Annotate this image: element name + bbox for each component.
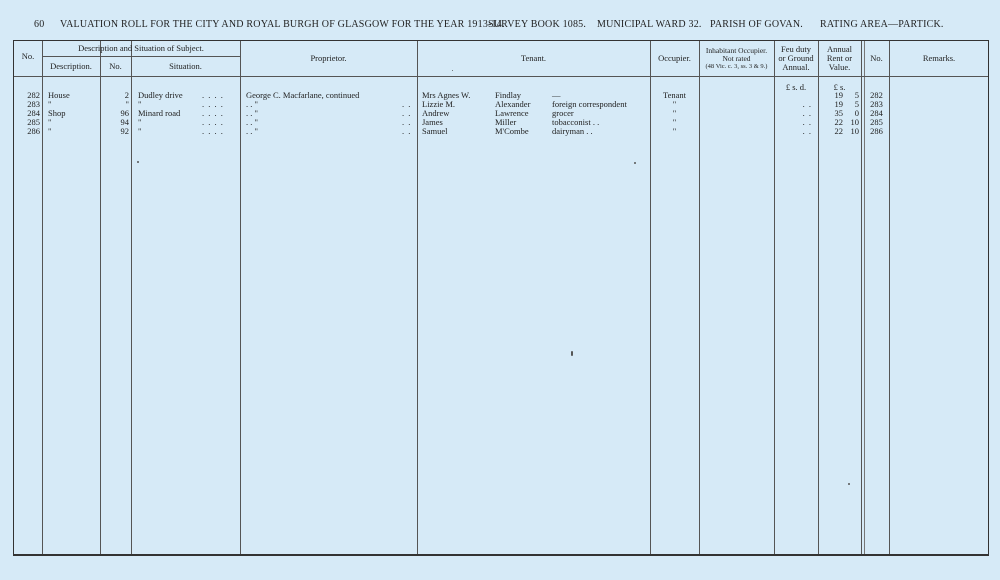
row-occupier: " bbox=[672, 99, 677, 109]
row-situation-dots: . . . . bbox=[202, 126, 224, 136]
row-feu: . . bbox=[802, 117, 812, 127]
row-no-right: 282 bbox=[870, 90, 883, 100]
row-shillings: 10 bbox=[850, 117, 859, 127]
row-number: 284 bbox=[27, 108, 40, 118]
row-occupier: " bbox=[672, 117, 677, 127]
row-tenant-first: Andrew bbox=[422, 108, 450, 118]
row-tenant-occupation: grocer bbox=[552, 108, 574, 118]
col-tenant: Tenant. bbox=[520, 53, 547, 63]
row-proprietor-dots: . . bbox=[402, 108, 412, 118]
row-proprietor: . . " bbox=[246, 126, 258, 136]
row-pounds: 19 bbox=[834, 99, 843, 109]
col-remarks: Remarks. bbox=[922, 53, 956, 63]
row-situation: Dudley drive bbox=[138, 90, 183, 100]
col-occupier: Occupier. bbox=[658, 53, 691, 63]
row-feu: . . bbox=[802, 108, 812, 118]
row-number: 283 bbox=[27, 99, 40, 109]
row-situation-dots: . . . . bbox=[202, 99, 224, 109]
row-proprietor: . . " bbox=[246, 117, 258, 127]
col-annual-rent: Annual Rent or Value. bbox=[826, 44, 853, 72]
row-tenant-last: Lawrence bbox=[495, 108, 529, 118]
row-situation-dots: . . . . bbox=[202, 90, 224, 100]
row-situation: " bbox=[138, 99, 142, 109]
row-tenant-occupation: dairyman . . bbox=[552, 126, 593, 136]
row-occupier: " bbox=[672, 108, 677, 118]
row-house-number: " bbox=[125, 99, 129, 109]
row-proprietor-dots: . . bbox=[402, 126, 412, 136]
col-feu-duty: Feu duty or Ground Annual. bbox=[778, 44, 814, 72]
col-description-group: Description and Situation of Subject. bbox=[78, 43, 204, 53]
col-situation: Situation. bbox=[169, 61, 202, 71]
row-tenant-occupation: tobacconist . . bbox=[552, 117, 600, 127]
row-tenant-occupation: — bbox=[552, 90, 561, 100]
row-no-right: 283 bbox=[870, 99, 883, 109]
row-pounds: 22 bbox=[834, 117, 843, 127]
row-no-right: 284 bbox=[870, 108, 883, 118]
annual-currency: £ s. bbox=[833, 82, 846, 92]
row-tenant-occupation: foreign correspondent bbox=[552, 99, 627, 109]
col-inhabitant-occupier: Inhabitant Occupier. Not rated (48 Vic. c. 3, ss. 3 & 9.) bbox=[705, 46, 768, 70]
row-tenant-last: M'Combe bbox=[495, 126, 529, 136]
row-house-number: 2 bbox=[124, 90, 129, 100]
row-description: Shop bbox=[48, 108, 66, 118]
row-shillings: 0 bbox=[854, 108, 859, 118]
row-occupier: Tenant bbox=[662, 90, 686, 100]
row-proprietor: George C. Macfarlane, continued bbox=[246, 90, 360, 100]
row-feu: . . bbox=[802, 99, 812, 109]
row-tenant-first: James bbox=[422, 117, 443, 127]
row-house-number: 96 bbox=[120, 108, 129, 118]
row-no-right: 286 bbox=[870, 126, 883, 136]
row-tenant-first: Lizzie M. bbox=[422, 99, 456, 109]
row-description: House bbox=[48, 90, 70, 100]
roll-table bbox=[13, 40, 989, 556]
row-proprietor: . . " bbox=[246, 99, 258, 109]
row-pounds: 19 bbox=[834, 90, 843, 100]
col-number: No. bbox=[109, 61, 122, 71]
row-number: 282 bbox=[27, 90, 40, 100]
row-tenant-last: Miller bbox=[495, 117, 517, 127]
col-description: Description. bbox=[50, 61, 92, 71]
row-shillings: 5 bbox=[854, 90, 859, 100]
row-description: " bbox=[48, 99, 52, 109]
row-house-number: 94 bbox=[120, 117, 129, 127]
row-situation: " bbox=[138, 117, 142, 127]
row-house-number: 92 bbox=[120, 126, 129, 136]
row-tenant-last: Alexander bbox=[495, 99, 531, 109]
row-feu: . . bbox=[802, 126, 812, 136]
row-description: " bbox=[48, 126, 52, 136]
row-number: 286 bbox=[27, 126, 40, 136]
rating-area: RATING AREA—PARTICK. bbox=[820, 19, 944, 30]
row-situation-dots: . . . . bbox=[202, 108, 224, 118]
row-proprietor-dots: . . bbox=[402, 99, 412, 109]
row-proprietor: . . " bbox=[246, 108, 258, 118]
row-pounds: 22 bbox=[834, 126, 843, 136]
feu-currency: £ s. d. bbox=[785, 82, 807, 92]
row-situation: Minard road bbox=[138, 108, 181, 118]
survey-book: SURVEY BOOK 1085. bbox=[488, 19, 587, 30]
roll-title: VALUATION ROLL FOR THE CITY AND ROYAL BURGH OF GLASGOW FOR THE YEAR 1913-14. bbox=[60, 19, 505, 30]
row-pounds: 35 bbox=[834, 108, 843, 118]
row-proprietor-dots: . . bbox=[402, 117, 412, 127]
row-number: 285 bbox=[27, 117, 40, 127]
row-situation-dots: . . . . bbox=[202, 117, 224, 127]
row-tenant-last: Findlay bbox=[495, 90, 521, 100]
row-tenant-first: Mrs Agnes W. bbox=[422, 90, 471, 100]
municipal-ward: MUNICIPAL WARD 32. bbox=[597, 19, 702, 30]
row-occupier: " bbox=[672, 126, 677, 136]
row-situation: " bbox=[138, 126, 142, 136]
row-shillings: 10 bbox=[850, 126, 859, 136]
row-description: " bbox=[48, 117, 52, 127]
row-shillings: 5 bbox=[854, 99, 859, 109]
parish: PARISH OF GOVAN. bbox=[710, 19, 803, 30]
row-tenant-first: Samuel bbox=[422, 126, 448, 136]
row-no-right: 285 bbox=[870, 117, 883, 127]
col-proprietor: Proprietor. bbox=[310, 53, 347, 63]
page-number: 60 bbox=[34, 19, 45, 30]
col-no-right: No. bbox=[870, 53, 883, 63]
col-no: No. bbox=[21, 51, 35, 61]
